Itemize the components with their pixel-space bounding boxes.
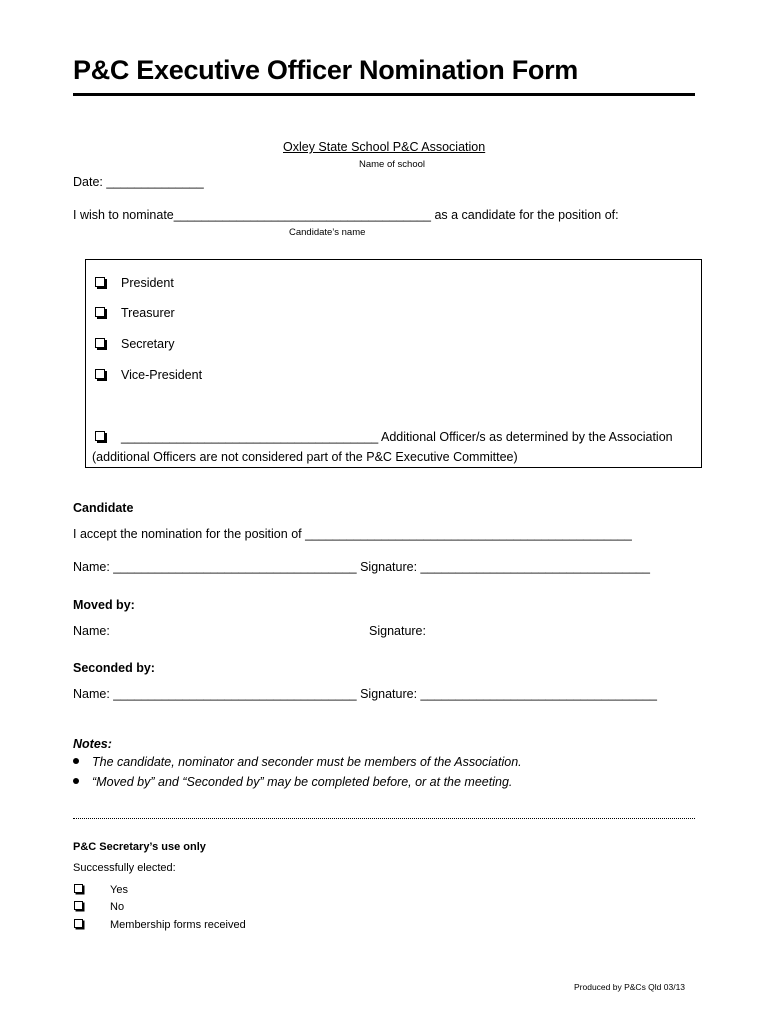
- elected-option-no[interactable]: [74, 901, 83, 913]
- secretary-heading: P&C Secretary’s use only: [73, 841, 206, 853]
- nominate-line[interactable]: I wish to nominate_____________________________________ as a candidate for the position of:: [73, 208, 619, 222]
- school-name: Oxley State School P&C Association: [283, 140, 486, 154]
- checkbox-icon[interactable]: [74, 901, 83, 910]
- elected-option-yes[interactable]: [74, 884, 83, 896]
- position-label: Vice-President: [121, 368, 203, 382]
- seconded-by-name-signature[interactable]: Name: ___________________________________ Signature: __________________________________: [73, 687, 657, 701]
- moved-by-name[interactable]: Name:: [73, 624, 110, 638]
- checkbox-icon[interactable]: [95, 277, 105, 287]
- notes-item: [73, 755, 522, 769]
- checkbox-icon[interactable]: [95, 431, 105, 441]
- additional-officer-line[interactable]: _____________________________________ Additional Officer/s as determined by the Association: [121, 430, 673, 444]
- position-label: President: [121, 276, 174, 290]
- seconded-by-heading: Seconded by:: [73, 661, 155, 675]
- additional-officer-note: (additional Officers are not considered part of the P&C Executive Committee): [92, 450, 518, 464]
- title-rule: [73, 93, 695, 96]
- candidate-name-signature[interactable]: Name: ___________________________________ Signature: _________________________________: [73, 560, 650, 574]
- membership-forms-label: Membership forms received: [110, 919, 246, 931]
- checkbox-icon[interactable]: [95, 369, 105, 379]
- footer-credit: Produced by P&Cs Qld 03/13: [574, 982, 686, 992]
- bullet-icon: [73, 778, 79, 784]
- elected-option-label: Yes: [110, 884, 128, 896]
- bullet-icon: [73, 758, 79, 764]
- checkbox-icon[interactable]: [74, 884, 83, 893]
- position-option[interactable]: [95, 337, 175, 351]
- form-title: P&C Executive Officer Nomination Form: [73, 55, 578, 85]
- candidate-heading: Candidate: [73, 501, 134, 515]
- checkbox-icon[interactable]: [95, 338, 105, 348]
- position-option[interactable]: [95, 276, 174, 290]
- successfully-elected-label: Successfully elected:: [73, 862, 176, 874]
- section-divider: [73, 818, 695, 819]
- membership-forms-option[interactable]: [74, 919, 83, 931]
- checkbox-icon[interactable]: [74, 919, 83, 928]
- notes-heading: Notes:: [73, 737, 112, 751]
- position-option[interactable]: [95, 306, 175, 320]
- position-option[interactable]: [95, 368, 202, 382]
- note-text: The candidate, nominator and seconder must be members of the Association.: [92, 755, 522, 769]
- note-text: “Moved by” and “Seconded by” may be completed before, or at the meeting.: [92, 775, 513, 789]
- checkbox-icon[interactable]: [95, 307, 105, 317]
- additional-officer-option[interactable]: [95, 430, 673, 444]
- candidate-name-caption: Candidate’s name: [289, 227, 366, 238]
- moved-by-heading: Moved by:: [73, 598, 135, 612]
- date-field[interactable]: Date: ______________: [73, 175, 204, 189]
- moved-by-signature[interactable]: Signature:: [369, 624, 426, 638]
- elected-option-label: No: [110, 901, 125, 913]
- accept-nomination-line[interactable]: I accept the nomination for the position of _______________________________________________: [73, 527, 632, 541]
- position-label: Treasurer: [121, 306, 175, 320]
- school-caption: Name of school: [359, 159, 426, 170]
- position-label: Secretary: [121, 337, 175, 351]
- notes-item: [73, 775, 512, 789]
